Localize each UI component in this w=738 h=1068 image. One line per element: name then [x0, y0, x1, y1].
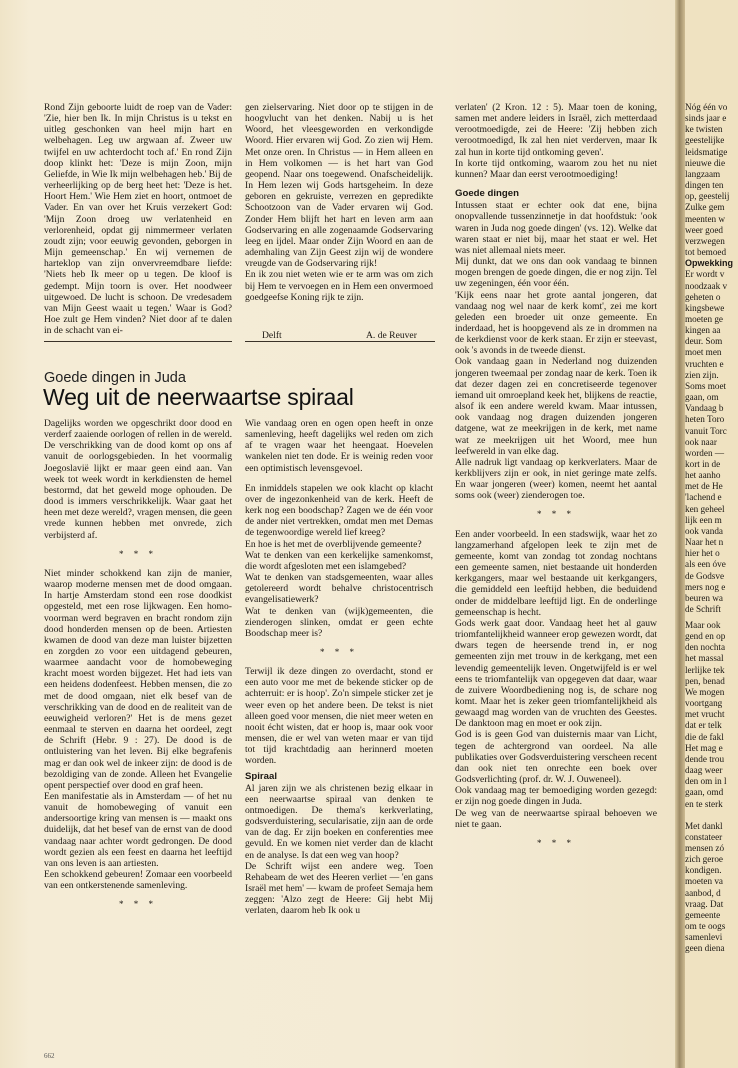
cropped-line: vruchten e: [685, 358, 724, 369]
cropped-line: noodzaak v: [685, 280, 728, 291]
cropped-line: dende trou: [685, 753, 725, 764]
section-divider: [245, 341, 435, 342]
section-break: * * *: [119, 899, 157, 910]
prev-article-column-1: [44, 102, 232, 340]
cropped-line: leidsmatige: [685, 146, 728, 157]
cropped-line: het massal: [685, 653, 724, 664]
paragraph: Gods werk gaat door. Vandaag heet het al gauw triomfantelijkheid wanneer erop gewezen wordt, dat dwars tegen de heersende trend in, er nog gemeenten zijn met trouw in de kerkgang, met een levendig gemeentelijk leven. Ongetwijfeld is er wel eens te triomfantelijk van opgegeven dat daar, waar de zuivere Woordbediening nog is, de schare nog komt. Maar het is zeker geen triomfantelijkheid als gewaagd mag worden van de vruchten des Geestes. De danktoon mag en moet er ook zijn.: [455, 617, 657, 730]
cropped-line: als een óve: [685, 559, 726, 570]
cropped-line: ook vanda: [685, 525, 724, 536]
paragraph: In korte tijd ontkoming, waarom zou het nu niet kunnen? Maar dan eerst verootmoediging!: [455, 157, 657, 180]
paragraph: Niet minder schokkend kan zijn de manier, waarop moderne mensen met de dood omgaan. In hartje Amsterdam stond een rose doodkist opgesteld, met een rose lijkwagen. Een homo-voorman werd begraven en bracht rondom zijn dood honderden mensen op de been. Artiesten kwamen de dood van deze man luister bijzetten en zorgden zo voor een uitdagend gebeuren, waarmee aandacht voor de homobeweging kracht moest worden bijgezet. Het had iets van een heidens dodenfeest. Hebben mensen, die zo met de dood omgaan, niet elk besef van de verschrikking van de dood en de realiteit van de eeuwigheid verloren?' Het is de mens gezet eenmaal te sterven en daarna het oordeel, zegt de Schrift (Hebr. 9 : 27). De dood is de ontluistering van het leven. Bij elke begrafenis mag er dan ook wel de inkeer zijn: de dood is de bezoldiging van de zonde. Alleen het Evangelie opent perspectief over dood en graf heen.: [44, 567, 232, 791]
cropped-line: daag weer: [685, 765, 723, 776]
section-break: * * *: [320, 646, 358, 657]
paragraph: Wie vandaag oren en ogen open heeft in onze samenleving, heeft dagelijks wel reden om zich af te vragen waar het heengaat. Hoevelen wankelen niet ten dode. Er is weinig reden voor een optimistisch levensgevoel.: [245, 418, 433, 474]
cropped-line: Met dankl: [685, 820, 723, 831]
cropped-line: Vandaag b: [685, 403, 724, 414]
paragraph: Mij dunkt, dat we ons dan ook vandaag te binnen mogen brengen de goede dingen, die er nog zijn. Tel uw zegeningen, één voor één.: [455, 256, 657, 290]
cropped-line: op, geestelij: [685, 191, 730, 202]
paragraph: En hoe is het met de overblijvende gemeente?: [245, 538, 422, 550]
cropped-line: geestelijke: [685, 135, 725, 146]
cropped-line: Maar ook: [685, 620, 721, 630]
facing-subheading: Opwekking: [685, 258, 734, 269]
cropped-line: gaan, omd: [685, 787, 724, 798]
section-divider: [44, 341, 232, 342]
cropped-line: Er wordt v: [685, 269, 725, 280]
paragraph: God is is geen God van duisternis maar van Licht, tegen de achtergrond van oordeel. Na alle publikaties over Godsverduistering verscheen recent dan ook niet ten onrechte een boek over Godsverlichting (prof. dr. W. J. Ouweneel).: [455, 729, 657, 786]
paragraph: Rond Zijn geboorte luidt de roep van de Vader: 'Zie, hier ben Ik. In mijn Christus is u tekst en uitleg geschonken van heel mijn hart en welbehagen. Leg uw argwaan af. Zweer uw twijfel en uw achterdocht toch af.' En rond Zijn doop klinkt het: 'Deze is mijn Zoon, mijn Geliefde, in Wie Ik mijn welbehagen heb.' Bij de verheerlijking op de berg heet het: 'Deze is het. Hoort Hem.' Wie Hem ziet en hoort, ontmoet de Vader. En van over het Kruis verzekert God: 'Mijn Zoon droeg uw verlatenheid en verlorenheid, opdat gij nimmermeer verlaten zoudt zijn; voor eeuwig gevonden, geborgen in Mijn gemeenschap.' En wij vernemen de harteklop van zijn onvervreemdbare liefde: 'Niets heb Ik meer op u tegen. De kloof is gedempt. Mijn toorn is over. Het noodweer uitgewoed. De lucht is schoon. De vredesadem van Mijn Geest waait u tegen.' Waar is God? Hoe zult ge Hem vinden? Niet door af te dalen in de schacht van ei-: [44, 102, 232, 337]
article-column-1: [44, 418, 232, 1038]
cropped-line: Zulke gem: [685, 202, 725, 213]
author-signature: A. de Reuver: [366, 330, 417, 341]
cropped-line: lijk een m: [685, 514, 722, 525]
cropped-line: aanbod, d: [685, 887, 721, 898]
cropped-line: mers nog e: [685, 581, 726, 592]
book-spine: [675, 0, 685, 1068]
cropped-line: kondigen.: [685, 865, 722, 876]
cropped-line: den om in l: [685, 776, 727, 787]
section-break: * * *: [119, 548, 157, 559]
cropped-line: kingsbewe: [685, 302, 725, 313]
paragraph: De weg van de neerwaartse spiraal behoeven we niet te gaan.: [455, 807, 657, 830]
cropped-line: ke twisten: [685, 124, 723, 135]
paragraph: De Schrift wijst een andere weg. Toen Rehabeam de wet des Heeren verliet — 'en gans Israël met hem' — kwam de profeet Semaja hem zeggen: 'Alzo zegt de Heere: Gij hebt Mij verlaten, daarom heb Ik ook u: [245, 860, 433, 917]
cropped-line: gaan, om: [685, 392, 719, 403]
cropped-line: We mogen: [685, 686, 725, 697]
article-kicker: Goede dingen in Juda: [44, 370, 186, 386]
page-number: 662: [44, 1052, 55, 1060]
paragraph: Ook vandaag gaan in Nederland nog duizenden jongeren tweemaal per zondag naar de kerk. Toen ik dat dezer dagen zei en concretiseerde tegenover iemand uit omroepland keek het, blijkens de reactie, alsof ik een andere wereld kwam. Maar intussen, ook vandaag nog dragen duizenden jongeren datgene, wat ze meekrijgen in de kerk, met name wat ze meekrijgen uit het Woord, mee hun leefwereld in van elke dag.: [455, 356, 657, 457]
subheading-goede-dingen: Goede dingen: [455, 188, 519, 200]
cropped-line: de Godsve: [685, 570, 725, 581]
paragraph: Al jaren zijn we als christenen bezig elkaar in een neerwaartse spiraal van denken te ontmoedigen. De thema's kerkverlating, godsverduistering, secularisatie, zijn aan de orde van de dag. Er zijn boeken en conferenties mee gevuld. En we komen niet verder dan de klacht en de analyse. Is dat een weg van hoop?: [245, 782, 433, 861]
cropped-line: deur. Som: [685, 336, 723, 347]
paragraph: verlaten' (2 Kron. 12 : 5). Maar toen de koning, samen met andere leiders in Israël, zich metterdaad verootmoedigde, zei de Heere: 'Zij hebben zich verootmoedigd, Ik zal hen niet verderven, maar Ik zal hun in korte tijd ontkoming geven'.: [455, 102, 657, 158]
paragraph: Een ander voorbeeld. In een stadswijk, waar het zo langzamerhand afgelopen leek te zijn met de gemeente, komt van zondag tot zondag nochtans een gemeente samen, niet bestaande uit honderden kerkgangers, maar wel bestaande uit kerkgangers, die gemiddeld een leeftijd hebben, die beduidend onder de middelbare leeftijd ligt. En de onderlinge gemeenschap is hecht.: [455, 528, 657, 618]
dateline-place: Delft: [262, 330, 282, 341]
cropped-line: beuren wa: [685, 592, 724, 603]
cropped-line: zien zijn.: [685, 369, 719, 380]
cropped-line: nieuwe die: [685, 157, 726, 168]
paragraph: 'Kijk eens naar het grote aantal jongeren, dat vandaag nog wel naar de kerk komt', zei me kort geleden een broeder uit onze gemeente. En inderdaad, het is hoopgevend als ze in drommen na de kerkdienst voor de kerk staan. Er zijn er steevast, ook 's avonds in de tweede dienst.: [455, 289, 657, 357]
cropped-line: constateer: [685, 831, 723, 842]
paragraph: En inmiddels stapelen we ook klacht op klacht over de ingezonkenheid van de kerk. Heeft de kerk nog een boodschap? Zagen we de één voor de ander niet vertrekken, omdat men met Demas de tegenwoordige wereld lief kreeg?: [245, 482, 433, 539]
cropped-line: vraag. Dat: [685, 898, 724, 909]
cropped-line: geen diena: [685, 943, 725, 954]
cropped-line: voortgang: [685, 698, 723, 709]
cropped-line: Het mag e: [685, 742, 723, 753]
cropped-line: tot bemoed: [685, 247, 727, 258]
article-column-2: [245, 418, 433, 1038]
cropped-line: mensen zó: [685, 842, 725, 853]
cropped-line: de Schrift: [685, 604, 721, 615]
paragraph: Terwijl ik deze dingen zo overdacht, stond er een auto voor me met de bekende sticker op de achterruit: er is hoop'. Zo'n simpele sticker zet je weer even op het andere been. De tekst is niet alleen goed voor mensen, die niet meer weten en nooit écht wisten, dat er hoop is, maar ook voor mensen, die er wel van weten maar er van tijd tot tijd krachtdadig aan herinnerd moeten worden.: [245, 666, 433, 767]
paragraph: Wat te denken van een kerkelijke samenkomst, die wordt afgesloten met een islamgebed?: [245, 549, 433, 572]
cropped-line: om te oogs: [685, 921, 726, 932]
cropped-line: pen, benad: [685, 675, 725, 686]
paragraph: Ook vandaag mag ter bemoediging worden gezegd: er zijn nog goede dingen in Juda.: [455, 785, 657, 808]
cropped-line: gend en op: [685, 631, 726, 642]
cropped-line: langzaam: [685, 168, 721, 179]
cropped-line: sinds jaar e: [685, 113, 727, 124]
cropped-line: moeten va: [685, 876, 724, 887]
paragraph: Alle nadruk ligt vandaag op kerkverlaters. Maar de kerkblijvers zijn er ook, in niet geringe mate zelfs. En waar jongeren (weer) komen, neemt het aantal soms ook (weer) zienderogen toe.: [455, 456, 657, 502]
cropped-line: kingen aa: [685, 325, 721, 336]
cropped-line: met de He: [685, 481, 723, 492]
cropped-line: Soms moet: [685, 380, 727, 391]
cropped-line: ook naar: [685, 436, 717, 447]
cropped-line: lerlijke tek: [685, 664, 725, 675]
cropped-line: Naar het n: [685, 537, 724, 548]
cropped-line: 'lachend e: [685, 492, 722, 503]
cropped-line: verzwegen: [685, 235, 725, 246]
cropped-line: meenten w: [685, 213, 726, 224]
article-column-3: [455, 102, 657, 1042]
cropped-line: dingen ten: [685, 180, 724, 191]
paragraph: gen zielservaring. Niet door op te stijgen in de hoogvlucht van het denken. Nabij u is het Woord, het vleesgeworden en verkondigde Woord. Hier ervaren wij God. Zo zien wij Hem. Met onze oren. In Christus — in Hem alleen en in Hem volkomen — is het hart van God geopend. Naar ons toegewend. Onafscheidelijk. In Hem lezen wij Gods hartsgeheim. In deze geboren en gekruiste, verrezen en gepredikte Schootzoon van de Vader ervaren wij God. Zonder Hem blijft het hart en leven arm aan Godservaring en alle zogenaamde Godservaring leeg en ijdel. Maar onder Zijn Woord en aan de ademhaling van Zijn Geest zijn wij de wondere vreugde van de Godservaring rijk!: [245, 102, 433, 270]
cropped-line: dat er telk: [685, 720, 722, 731]
paragraph: Een schokkend gebeuren! Zomaar een voorbeeld van een ontkerstenende samenleving.: [44, 869, 232, 892]
cropped-line: heten Toro: [685, 414, 725, 425]
article-headline: Weg uit de neerwaartse spiraal: [43, 384, 354, 410]
cropped-line: hier het o: [685, 548, 720, 559]
section-break: * * *: [537, 509, 575, 520]
spacer: [685, 810, 738, 821]
paragraph: Wat te denken van stadsgemeenten, waar alles getolereerd wordt behalve christocentrisch evangelisatiewerk?: [245, 572, 433, 606]
subheading-spiraal: Spiraal: [245, 770, 277, 782]
cropped-line: worden —: [685, 447, 725, 458]
cropped-line: moet men: [685, 347, 722, 358]
prev-article-column-2: [245, 102, 433, 340]
paragraph: Dagelijks worden we opgeschrikt door dood en verderf zaaiende oorlogen of rellen in de wereld. De verschrikking van de dood komt op ons af vanuit de oorlogsgebieden. In het voormalig Joegoslavië lijkt er maar geen eind aan. Van week tot week wordt in kerkdiensten de hemel bestormd, dat het geweld moge ophouden. De dood is immers verschrikkelijk. Waar gaat het heen met deze wereld?, vragen mensen, die geen vrede kunnen hebben met onvrede, zich verbijsterd af.: [44, 418, 232, 541]
section-break: * * *: [537, 837, 575, 848]
cropped-line: geheten o: [685, 291, 721, 302]
paragraph: Een manifestatie als in Amsterdam — of het nu vanuit de homobeweging of vanuit een andersoortige kring van mensen is — maakt ons duidelijk, dat het besef van de ernst van de dood vandaag naar achter wordt gedrongen. De dood wordt gezien als een feest en daarna het leeftijd van ons leven is aan artiesten.: [44, 791, 232, 869]
cropped-line: Nóg één vo: [685, 102, 728, 112]
cropped-line: vanuit Torc: [685, 425, 727, 436]
cropped-line: samenlevi: [685, 932, 723, 943]
cropped-line: die de fakl: [685, 731, 724, 742]
facing-page-text-top: [685, 102, 738, 615]
cropped-line: gemeente: [685, 909, 721, 920]
facing-page-text-bottom: [685, 620, 738, 955]
paragraph: Wat te denken van (wijk)gemeenten, die zienderogen slinken, omdat er geen echte Boodschap meer is?: [245, 605, 433, 639]
cropped-line: zich geroe: [685, 854, 724, 865]
paragraph: Intussen staat er echter ook dat ene, bijna onopvallende tussenzinnetje in dat hoofdstuk: 'ook waren in Juda nog goede dingen' (vs. 12). Welke dat waren staat er niet bij, maar het staat er wel. Het was niet allemaal niets meer.: [455, 200, 657, 256]
paragraph: En ik zou niet weten wie er te arm was om zich bij Hem te vervoegen en in Hem een onvermoed goedgeefse Koning rijk te zijn.: [245, 269, 433, 303]
cropped-line: met vrucht: [685, 709, 725, 720]
cropped-line: den nochta: [685, 642, 726, 653]
cropped-line: ken geheel: [685, 503, 725, 514]
cropped-line: het aanho: [685, 470, 721, 481]
cropped-line: en te sterk: [685, 798, 723, 809]
cropped-line: weer goed: [685, 224, 724, 235]
cropped-line: moeten ge: [685, 313, 724, 324]
cropped-line: kort in de: [685, 459, 721, 469]
